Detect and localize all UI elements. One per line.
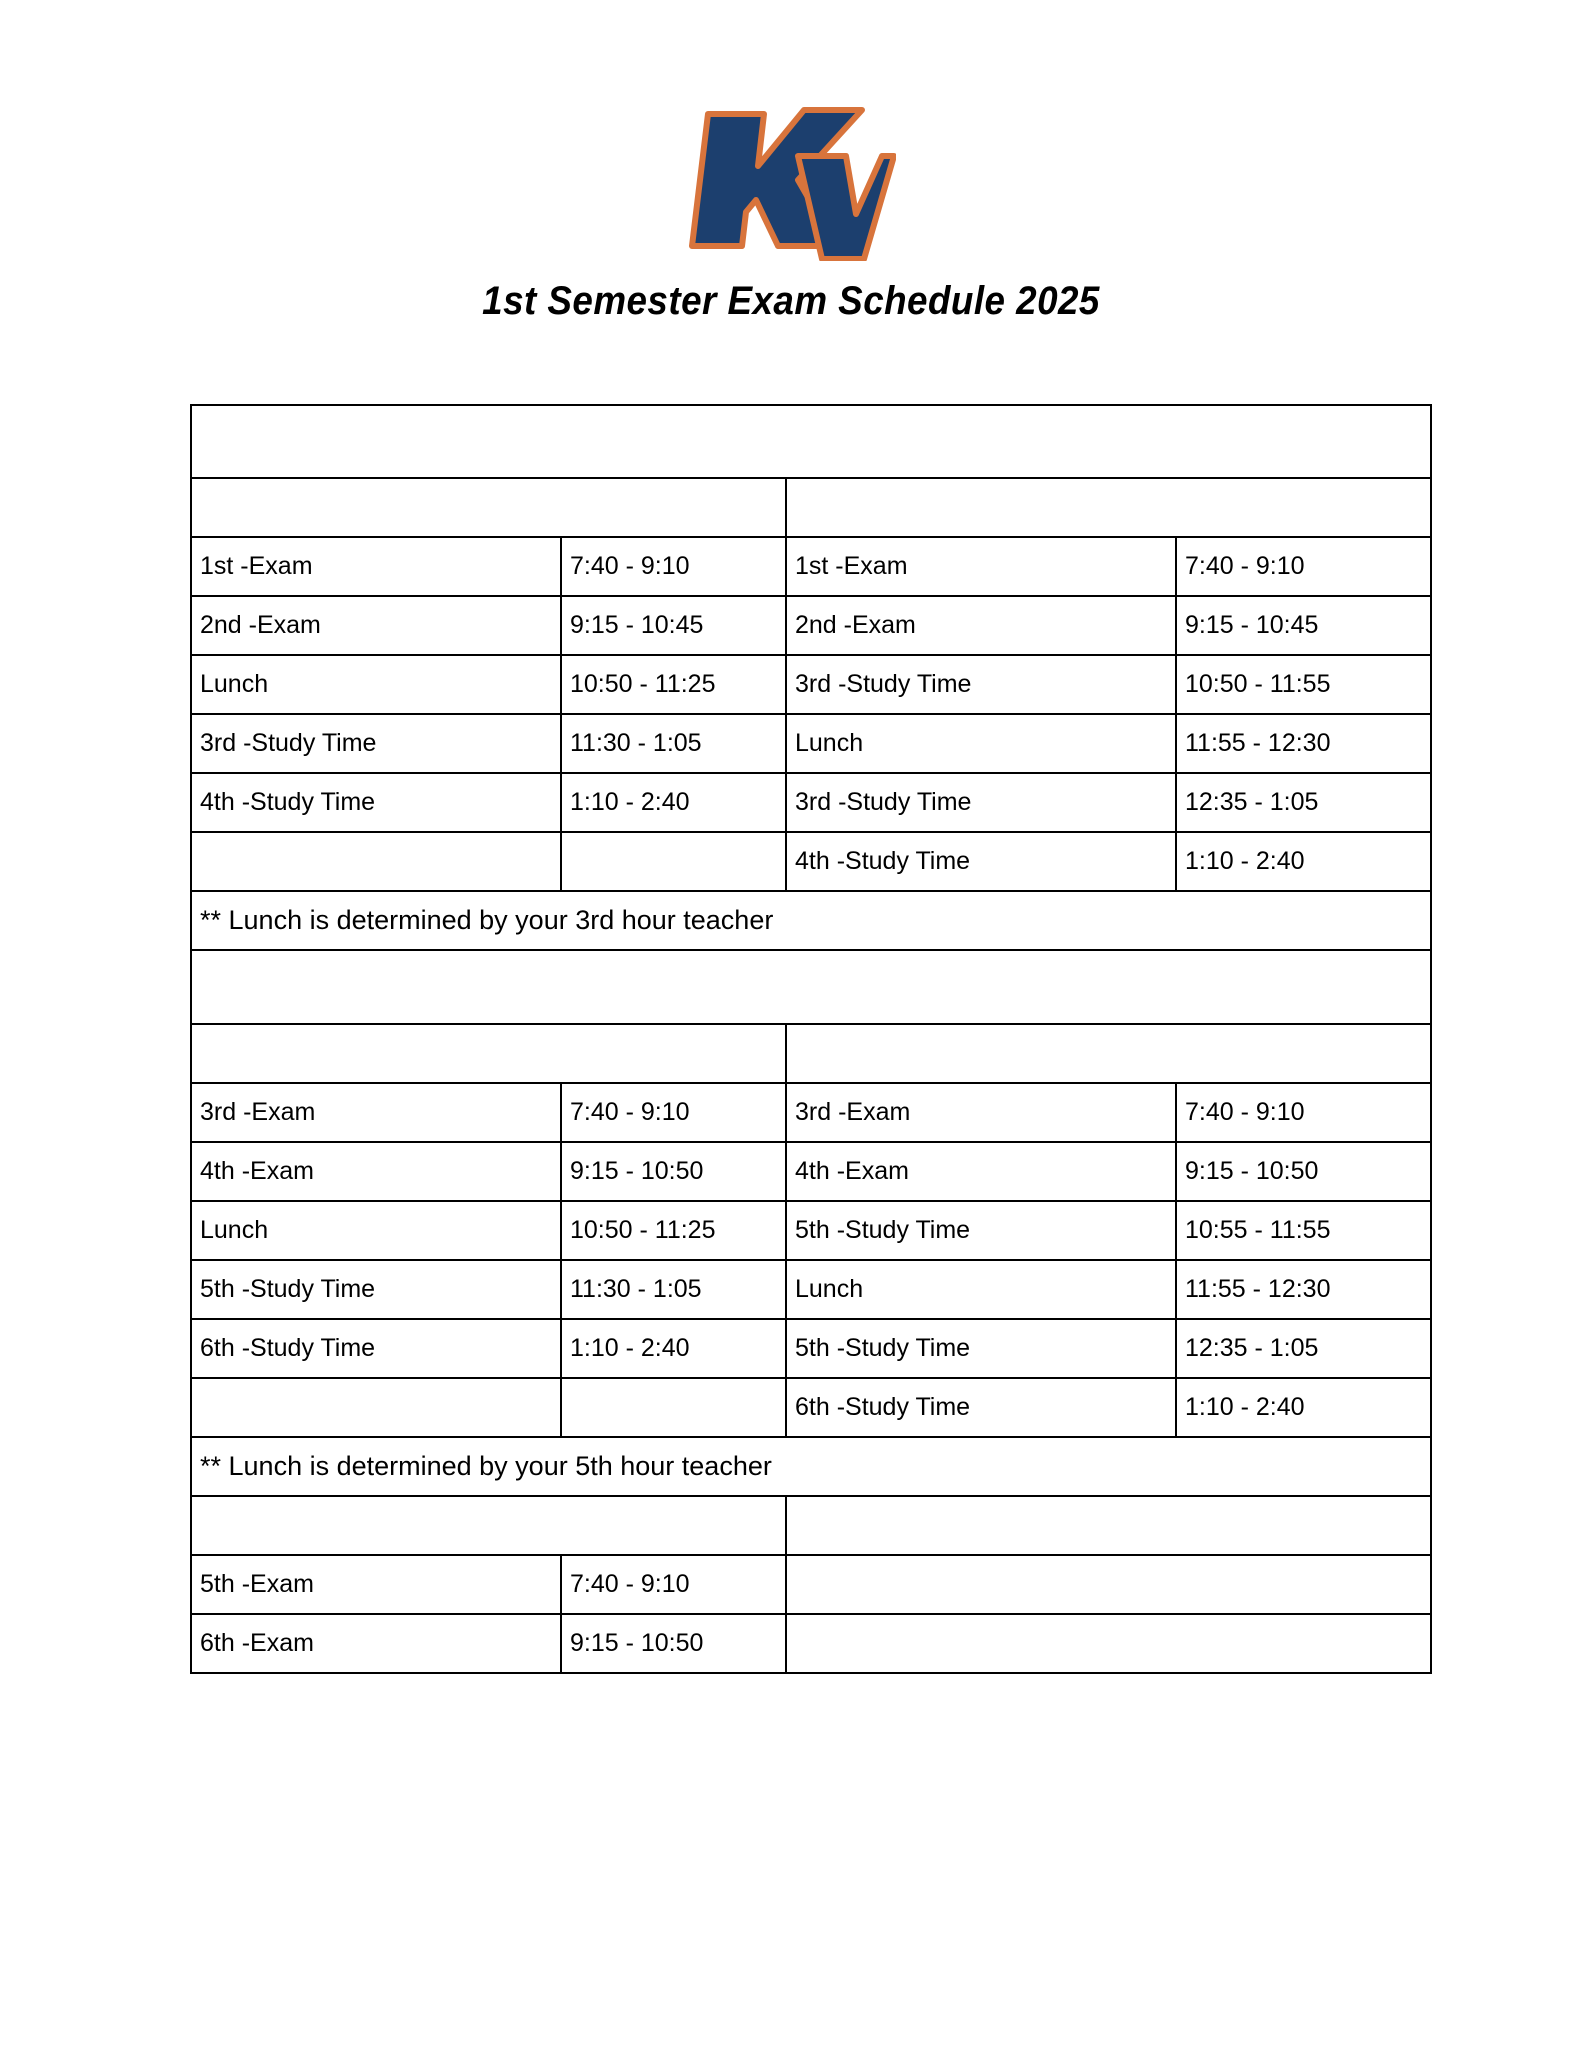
table-row <box>191 1260 1431 1319</box>
table-row <box>191 655 1431 714</box>
table-row <box>191 714 1431 773</box>
period-cell-empty <box>191 1378 561 1437</box>
friday-empty-right <box>786 1555 1431 1614</box>
period-cell: 3rd -Study Time <box>786 655 1176 714</box>
period-cell: 6th -Study Time <box>191 1319 561 1378</box>
table-row <box>191 1378 1431 1437</box>
friday-empty-right <box>786 1614 1431 1673</box>
day-date: 12/18/2025 <box>743 988 879 1019</box>
time-cell: 11:30 - 1:05 <box>561 714 786 773</box>
period-cell: 4th -Study Time <box>786 832 1176 891</box>
exam-schedule-table <box>190 404 1432 1674</box>
lunch-label-row <box>191 1024 1431 1083</box>
time-cell: 11:30 - 1:05 <box>561 1260 786 1319</box>
day-header-thursday <box>191 950 1431 1023</box>
time-cell: 10:50 - 11:25 <box>561 1201 786 1260</box>
period-cell: Lunch <box>786 1260 1176 1319</box>
table-row <box>191 1083 1431 1142</box>
period-cell-empty <box>191 832 561 891</box>
second-lunch-label: (2nd Lunch) <box>786 1024 1431 1083</box>
time-cell: 11:55 - 12:30 <box>1176 1260 1431 1319</box>
note-row <box>191 1437 1431 1496</box>
period-cell: 6th -Study Time <box>786 1378 1176 1437</box>
time-cell: 10:50 - 11:25 <box>561 655 786 714</box>
period-cell: 4th -Exam <box>786 1142 1176 1201</box>
day-name: Friday <box>379 1509 455 1540</box>
day-date: 12/17/2025 <box>743 443 879 474</box>
day-name: Wednesday <box>739 408 883 438</box>
period-cell: 3rd -Exam <box>191 1083 561 1142</box>
table-row <box>191 1142 1431 1201</box>
lunch-note-thursday: ** Lunch is determined by your 5th hour teacher <box>191 1437 1431 1496</box>
period-cell: 4th -Study Time <box>191 773 561 832</box>
period-cell: 2nd -Exam <box>786 596 1176 655</box>
friday-empty-right <box>786 1496 1431 1555</box>
time-cell: 7:40 - 9:10 <box>561 1083 786 1142</box>
time-cell: 1:10 - 2:40 <box>561 1319 786 1378</box>
table-row <box>191 1201 1431 1260</box>
table-row <box>191 773 1431 832</box>
time-cell-empty <box>561 1378 786 1437</box>
period-cell: 3rd -Study Time <box>786 773 1176 832</box>
table-row <box>191 1555 1431 1614</box>
kv-logo <box>686 96 896 261</box>
time-cell: 1:10 - 2:40 <box>1176 832 1431 891</box>
period-cell: 1st -Exam <box>786 537 1176 596</box>
period-cell: 2nd -Exam <box>191 596 561 655</box>
time-cell: 10:55 - 11:55 <box>1176 1201 1431 1260</box>
page-title: 1st Semester Exam Schedule 2025 <box>482 279 1100 323</box>
logo-container <box>0 0 1582 261</box>
table-row <box>191 832 1431 891</box>
time-cell: 9:15 - 10:50 <box>561 1142 786 1201</box>
day-header-friday <box>191 1496 786 1555</box>
time-cell: 7:40 - 9:10 <box>561 537 786 596</box>
day-header-row <box>191 1496 1431 1555</box>
lunch-label-row <box>191 478 1431 537</box>
time-cell: 12:35 - 1:05 <box>1176 1319 1431 1378</box>
time-cell: 9:15 - 10:50 <box>1176 1142 1431 1201</box>
time-cell: 1:10 - 2:40 <box>561 773 786 832</box>
time-cell: 9:15 - 10:45 <box>1176 596 1431 655</box>
lunch-note-wednesday: ** Lunch is determined by your 3rd hour teacher <box>191 891 1431 950</box>
table-row <box>191 537 1431 596</box>
first-lunch-label: (1st Lunch) <box>191 1024 786 1083</box>
first-lunch-label: (1st Lunch) <box>191 478 786 537</box>
time-cell: 7:40 - 9:10 <box>1176 537 1431 596</box>
time-cell: 12:35 - 1:05 <box>1176 773 1431 832</box>
note-row <box>191 891 1431 950</box>
time-cell: 10:50 - 11:55 <box>1176 655 1431 714</box>
table-row <box>191 596 1431 655</box>
day-header-row <box>191 950 1431 1023</box>
day-name: Thursday <box>754 953 868 984</box>
period-cell: 5th -Study Time <box>786 1319 1176 1378</box>
time-cell: 1:10 - 2:40 <box>1176 1378 1431 1437</box>
table-row <box>191 1614 1431 1673</box>
period-cell: 6th -Exam <box>191 1614 561 1673</box>
period-cell: 1st -Exam <box>191 537 561 596</box>
day-date: 12/19/2025 <box>462 1509 598 1540</box>
period-cell: Lunch <box>786 714 1176 773</box>
period-cell: 5th -Exam <box>191 1555 561 1614</box>
table-row <box>191 1319 1431 1378</box>
time-cell: 9:15 - 10:45 <box>561 596 786 655</box>
period-cell: 5th -Study Time <box>191 1260 561 1319</box>
period-cell: 4th -Exam <box>191 1142 561 1201</box>
period-cell: Lunch <box>191 1201 561 1260</box>
time-cell: 11:55 - 12:30 <box>1176 714 1431 773</box>
day-header-wednesday <box>191 405 1431 478</box>
time-cell: 7:40 - 9:10 <box>1176 1083 1431 1142</box>
time-cell: 7:40 - 9:10 <box>561 1555 786 1614</box>
period-cell: 5th -Study Time <box>786 1201 1176 1260</box>
second-lunch-label: (2nd Lunch) <box>786 478 1431 537</box>
day-header-row <box>191 405 1431 478</box>
time-cell-empty <box>561 832 786 891</box>
period-cell: Lunch <box>191 655 561 714</box>
period-cell: 3rd -Exam <box>786 1083 1176 1142</box>
period-cell: 3rd -Study Time <box>191 714 561 773</box>
time-cell: 9:15 - 10:50 <box>561 1614 786 1673</box>
schedule-sheet <box>190 404 1430 1674</box>
